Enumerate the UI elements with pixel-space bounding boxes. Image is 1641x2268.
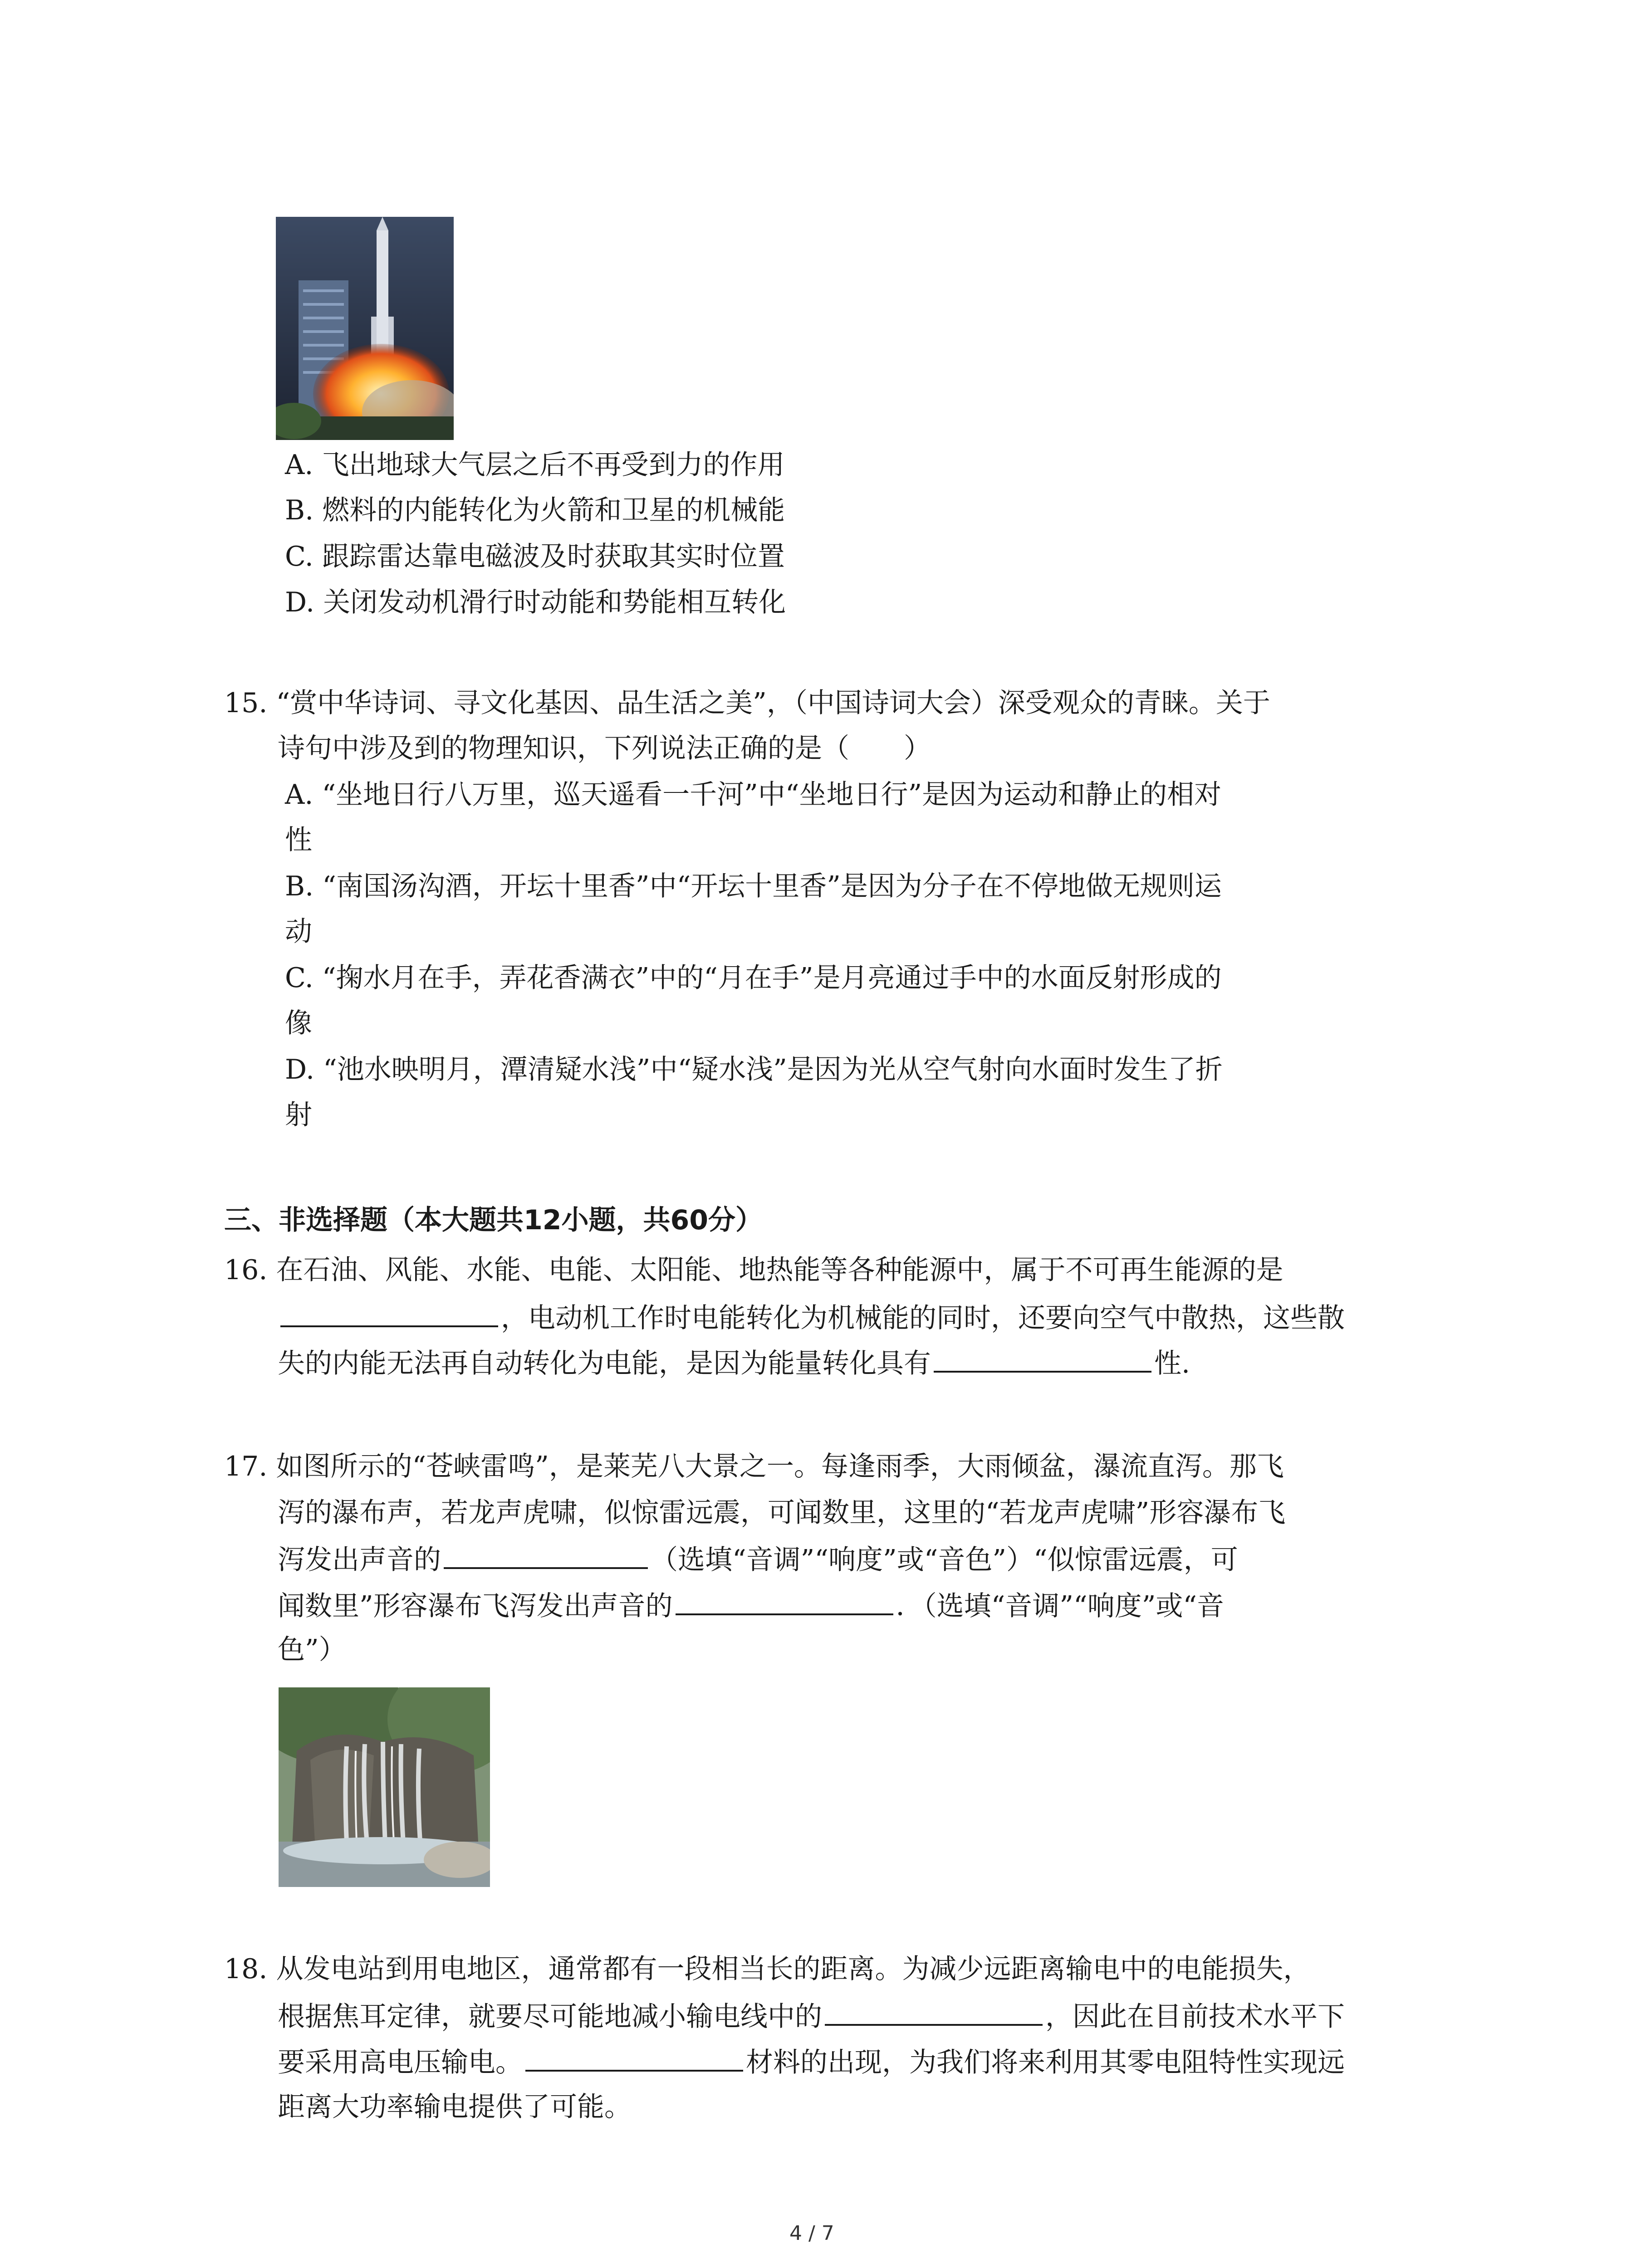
q18-line2-text: 根据焦耳定律，就要尽可能地减小输电线中的	[278, 2001, 822, 2033]
section-3-heading: 三、非选择题（本大题共12小题，共60分）	[224, 1204, 763, 1236]
q18-line3-end: 材料的出现，为我们将来利用其零电阻特性实现远	[746, 2047, 1345, 2078]
q18-line2-end: ，因此在目前技术水平下	[1045, 2001, 1345, 2033]
waterfall-icon	[279, 1687, 490, 1887]
q17-blank-2[interactable]	[676, 1586, 893, 1615]
q18-line2	[278, 1997, 1345, 2035]
q17-line4-end: ．（选填“音调”“响度”或“音	[896, 1590, 1225, 1622]
q16-line3-end: 性.	[1154, 1348, 1190, 1379]
q17-line4-text: 闻数里”形容瀑布飞泻发出声音的	[278, 1590, 673, 1622]
q17-line2: 泻的瀑布声，若龙声虎啸，似惊雷远震，可闻数里，这里的“若龙声虎啸”形容瀑布飞	[278, 1497, 1286, 1529]
q15-option-c-line1: C. “掬水月在手，弄花香满衣”中的“月在手”是月亮通过手中的水面反射形成的	[285, 962, 1222, 994]
q15-stem-line2: 诗句中涉及到的物理知识，下列说法正确的是（ ）	[278, 733, 931, 764]
q16-line3	[278, 1344, 1190, 1382]
q18-blank-1[interactable]	[825, 1997, 1043, 2026]
q14-option-c: C. 跟踪雷达靠电磁波及时获取其实时位置	[285, 541, 785, 572]
waterfall-image	[279, 1687, 490, 1887]
q15-stem-line1: 15. “赏中华诗词、寻文化基因、品生活之美”，（中国诗词大会）深受观众的青睐。关于	[224, 687, 1270, 719]
q16-line2-text: ，电动机工作时电能转化为机械能的同时，还要向空气中散热，这些散	[501, 1302, 1345, 1334]
q15-option-c-line2: 像	[285, 1007, 312, 1039]
q16-line2	[278, 1298, 1345, 1336]
q15-option-a-line1: A. “坐地日行八万里，巡天遥看一千河”中“坐地日行”是因为运动和静止的相对	[285, 779, 1222, 811]
rocket-launch-icon	[276, 217, 454, 440]
rocket-launch-image	[276, 217, 454, 440]
q15-option-b-line1: B. “南国汤沟酒，开坛十里香”中“开坛十里香”是因为分子在不停地做无规则运	[285, 870, 1222, 902]
q18-line4: 距离大功率输电提供了可能。	[278, 2091, 632, 2123]
q18-blank-2[interactable]	[525, 2043, 743, 2072]
q18-line3	[278, 2043, 1345, 2081]
q17-line3	[278, 1540, 1238, 1578]
q14-option-d: D. 关闭发动机滑行时动能和势能相互转化	[285, 587, 786, 618]
q17-line4	[278, 1586, 1224, 1624]
q16-blank-2[interactable]	[934, 1344, 1151, 1373]
q14-option-b: B. 燃料的内能转化为火箭和卫星的机械能	[285, 494, 785, 526]
q17-blank-1[interactable]	[444, 1540, 648, 1569]
q15-option-a-line2: 性	[285, 824, 312, 856]
page-number: 4 / 7	[789, 2222, 834, 2245]
q16-line1: 16. 在石油、风能、水能、电能、太阳能、地热能等各种能源中，属于不可再生能源的是	[224, 1254, 1283, 1286]
q18-line1: 18. 从发电站到用电地区，通常都有一段相当长的距离。为减少远距离输电中的电能损失，	[224, 1953, 1311, 1985]
q16-line3-text: 失的内能无法再自动转化为电能，是因为能量转化具有	[278, 1348, 931, 1379]
q17-line3-end: （选填“音调”“响度”或“音色”）“似惊雷远震，可	[651, 1544, 1238, 1576]
q15-option-d-line2: 射	[285, 1099, 312, 1131]
q17-line3-text: 泻发出声音的	[278, 1544, 441, 1576]
q14-option-a: A. 飞出地球大气层之后不再受到力的作用	[285, 449, 785, 481]
q16-blank-1[interactable]	[280, 1298, 498, 1327]
q15-option-b-line2: 动	[285, 916, 312, 948]
q18-line3-text: 要采用高电压输电。	[278, 2047, 523, 2078]
q17-line5: 色”）	[278, 1634, 346, 1666]
q15-option-d-line1: D. “池水映明月，潭清疑水浅”中“疑水浅”是因为光从空气射向水面时发生了折	[285, 1054, 1223, 1085]
q17-line1: 17. 如图所示的“苍峡雷鸣”，是莱芜八大景之一。每逢雨季，大雨倾盆，瀑流直泻。那飞	[224, 1451, 1284, 1482]
